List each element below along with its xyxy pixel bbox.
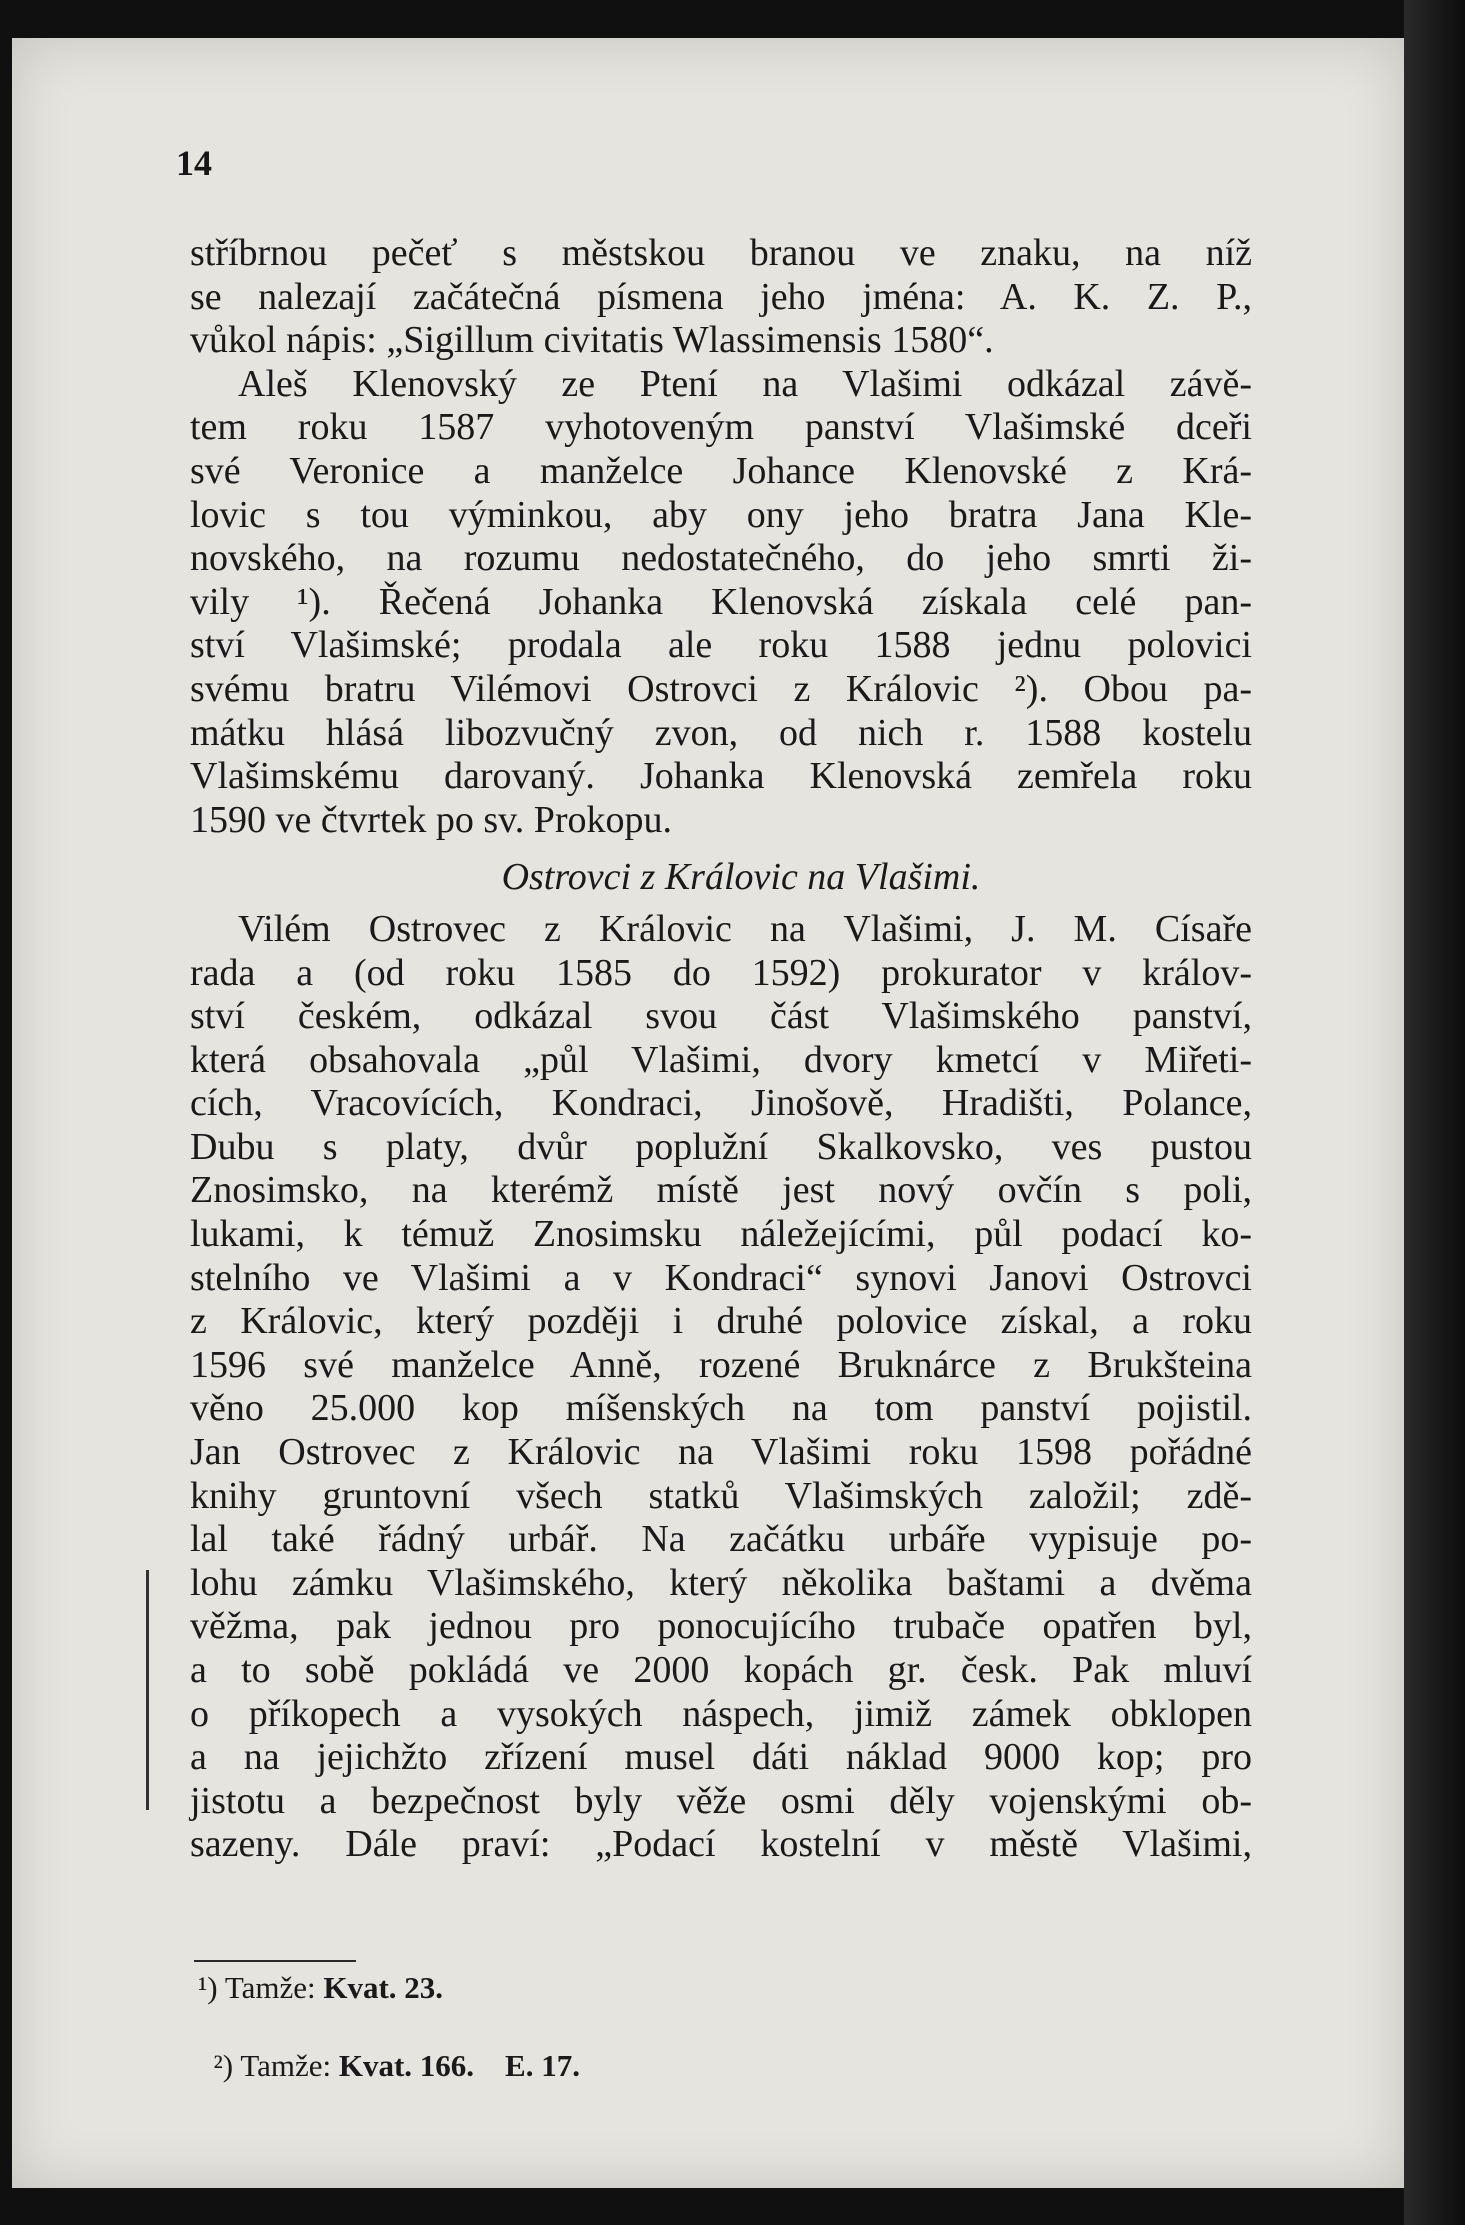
text-line: 1590 ve čtvrtek po sv. Prokopu. [190, 798, 672, 841]
text-line: své Veronice a manželce Johance Klenovské z Krá- [190, 449, 1252, 492]
text-line: a na jejichžto zřízení musel dáti náklad 9000 kop; pro [190, 1736, 1252, 1779]
footnote-1 [198, 1970, 443, 2006]
footnote-rule [194, 1960, 356, 1962]
text-line: novského, na rozumu nedostatečného, do jeho smrti ži- [190, 537, 1252, 580]
text-line: věno 25.000 kop míšenských na tom panství pojistil. [190, 1387, 1252, 1430]
footnote-mark: ¹) [198, 1970, 225, 2005]
text-line: lukami, k témuž Znosimsku náležejícími, půl podací ko- [190, 1213, 1252, 1256]
footnote-ref: Kvat. 23. [323, 1970, 444, 2005]
text-line: 1596 své manželce Anně, rozené Bruknárce z Brukšteina [190, 1343, 1252, 1386]
page-number: 14 [176, 143, 212, 183]
text-line: lovic s tou výminkou, aby ony jeho bratra Jana Kle- [190, 493, 1252, 536]
section-heading: Ostrovci z Královic na Vlašimi. [501, 856, 981, 899]
text-line: ství Vlašimské; prodala ale roku 1588 jednu polovici [190, 624, 1252, 667]
text-line: stříbrnou pečeť s městskou branou ve znaku, na níž [190, 232, 1252, 274]
text-line: knihy gruntovní všech statků Vlašimských založil; zdě- [190, 1474, 1252, 1517]
footnote-label: Tamže: [224, 1970, 324, 2005]
text-line: Vlašimskému darovaný. Johanka Klenovská zemřela roku [190, 755, 1252, 798]
text-line: vily ¹). Řečená Johanka Klenovská získala celé pan- [190, 580, 1252, 623]
text-line: o příkopech a vysokých náspech, jimiž zámek obklopen [190, 1692, 1252, 1735]
text-line: která obsahovala „půl Vlašimi, dvory kmetcí v Miřeti- [190, 1038, 1252, 1081]
text-line: Znosimsko, na kterémž místě jest nový ovčín s poli, [190, 1169, 1252, 1212]
text-line: Aleš Klenovský ze Ptení na Vlašimi odkázal závě- [238, 362, 1252, 405]
body-text [190, 232, 1252, 1867]
text-line: svému bratru Vilémovi Ostrovci z Královic ²). Obou pa- [190, 667, 1252, 710]
footnote-mark: ²) [213, 2048, 241, 2083]
text-line: cích, Vracovících, Kondraci, Jinošově, Hradišti, Polance, [190, 1082, 1252, 1125]
text-line: a to sobě pokládá ve 2000 kopách gr. česk. Pak mluví [190, 1649, 1252, 1691]
text-line: Dubu s platy, dvůr poplužní Skalkovsko, ves pustou [190, 1125, 1252, 1168]
text-line: lohu zámku Vlašimského, který několika baštami a dvěma [190, 1561, 1252, 1604]
margin-pencil-mark [146, 1570, 149, 1810]
book-spine [1404, 0, 1465, 2225]
footnote-ref: Kvat. 166. E. 17. [338, 2048, 580, 2083]
footnote-label: Tamže: [240, 2048, 339, 2083]
text-line: rada a (od roku 1585 do 1592) prokurator v králov- [190, 951, 1252, 994]
text-line: věžma, pak jednou pro ponocujícího trubače opatřen byl, [190, 1605, 1252, 1648]
text-line: vůkol nápis: „Sigillum civitatis Wlassimensis 1580“. [190, 319, 994, 362]
text-line: jistotu a bezpečnost byly věže osmi děly vojenskými ob- [190, 1779, 1252, 1822]
text-line: lal také řádný urbář. Na začátku urbáře vypisuje po- [190, 1518, 1252, 1561]
footnote-2 [198, 2012, 580, 2084]
text-line: z Královic, který později i druhé polovice získal, a roku [190, 1300, 1252, 1343]
text-line: Vilém Ostrovec z Královic na Vlašimi, J. M. Císaře [238, 907, 1252, 950]
text-line: Jan Ostrovec z Královic na Vlašimi roku 1598 pořádné [190, 1431, 1252, 1474]
text-line: se nalezají začátečná písmena jeho jména: A. K. Z. P., [190, 275, 1252, 318]
text-line: ství českém, odkázal svou část Vlašimského panství, [190, 995, 1252, 1038]
text-line: sazeny. Dále praví: „Podací kostelní v městě Vlašimi, [190, 1823, 1252, 1866]
text-line: tem roku 1587 vyhotoveným panství Vlašimské dceři [190, 406, 1252, 449]
text-line: stelního ve Vlašimi a v Kondraci“ synovi Janovi Ostrovci [190, 1256, 1252, 1299]
text-line: mátku hlásá libozvučný zvon, od nich r. 1588 kostelu [190, 711, 1252, 754]
